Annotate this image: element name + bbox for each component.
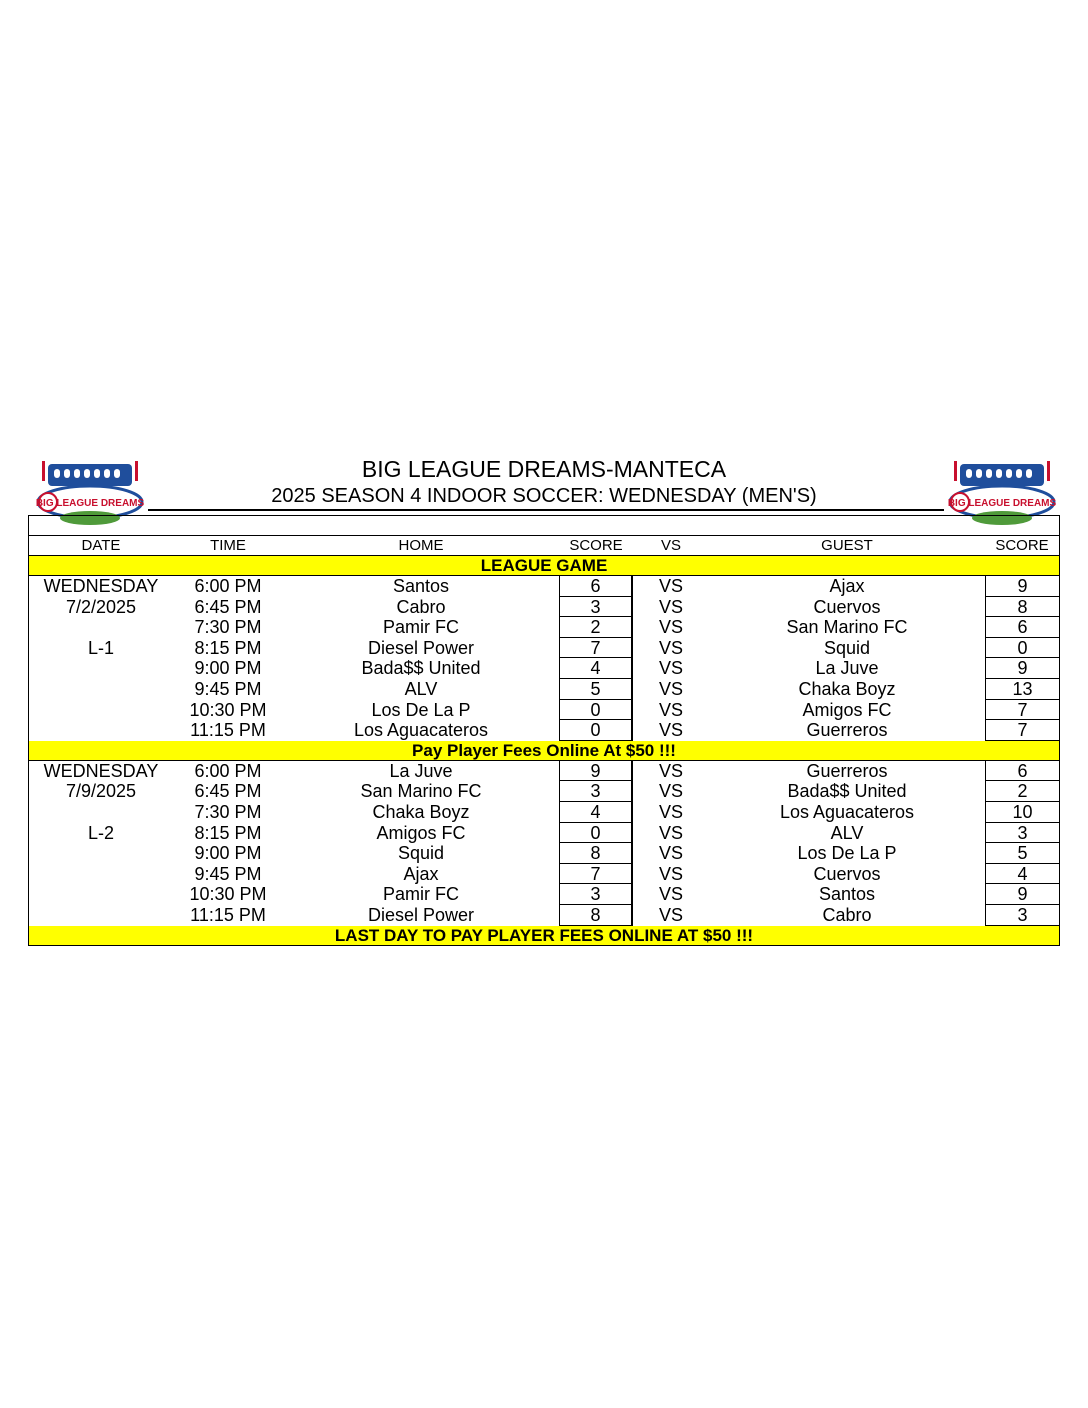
date-cell: 7/2/2025 <box>65 596 137 617</box>
pay-fees-banner: Pay Player Fees Online At $50 !!! <box>29 741 1059 761</box>
home-team-cell: Pamir FC <box>383 884 459 905</box>
home-team-cell: Los Aguacateros <box>353 720 489 741</box>
home-score-cell: 4 <box>559 802 633 823</box>
date-cell: WEDNESDAY <box>43 576 159 596</box>
page-subtitle: 2025 SEASON 4 INDOOR SOCCER: WEDNESDAY (MEN'S) <box>271 485 817 507</box>
guest-score-cell: 9 <box>985 576 1059 597</box>
table-row <box>29 597 1059 618</box>
page-title: BIG LEAGUE DREAMS-MANTECA <box>361 456 727 482</box>
date-cell <box>29 843 173 864</box>
guest-score-cell: 3 <box>985 823 1059 844</box>
table-row <box>29 700 1059 721</box>
time-cell: 11:15 PM <box>190 720 266 741</box>
guest-team-cell: Los Aguacateros <box>779 801 915 822</box>
home-score-cell: 2 <box>559 617 633 638</box>
vs-cell: VS <box>658 822 683 843</box>
time-cell: 11:15 PM <box>190 904 266 925</box>
guest-team-cell: Guerreros <box>806 760 888 781</box>
home-team-cell: La Juve <box>389 760 453 781</box>
vs-cell: VS <box>658 617 683 638</box>
home-team-cell: Cabro <box>396 596 446 617</box>
date-cell: L-2 <box>87 822 114 843</box>
col-guest-score: SCORE <box>995 537 1049 554</box>
home-score-cell: 0 <box>559 823 633 844</box>
time-cell: 10:30 PM <box>189 884 267 905</box>
table-row <box>29 617 1059 638</box>
home-team-cell: Pamir FC <box>383 617 459 638</box>
league-game-banner: LEAGUE GAME <box>29 556 1059 576</box>
home-score-cell: 3 <box>559 884 633 905</box>
time-cell: 7:30 PM <box>194 617 262 638</box>
home-score-cell: 7 <box>559 864 633 885</box>
col-date: DATE <box>81 537 121 554</box>
col-time: TIME <box>210 537 246 554</box>
vs-cell: VS <box>658 884 683 905</box>
table-row <box>29 638 1059 659</box>
schedule-table <box>28 515 1060 946</box>
guest-team-cell: Cuervos <box>813 596 881 617</box>
guest-team-cell: ALV <box>830 822 864 843</box>
col-vs: VS <box>660 537 681 554</box>
table-row <box>29 823 1059 844</box>
time-cell: 9:45 PM <box>194 863 262 884</box>
title-divider <box>148 509 944 511</box>
logo-text: BIG LEAGUE DREAMS <box>35 498 145 509</box>
home-score-cell: 6 <box>559 576 633 597</box>
guest-score-cell: 13 <box>985 679 1059 700</box>
home-team-cell: Ajax <box>403 863 439 884</box>
table-row <box>29 679 1059 700</box>
home-score-cell: 8 <box>559 843 633 864</box>
week-1-games <box>29 576 1059 741</box>
home-team-cell: San Marino FC <box>360 781 482 802</box>
date-cell <box>29 700 173 721</box>
home-team-cell: Diesel Power <box>367 904 475 925</box>
home-score-cell: 3 <box>559 781 633 802</box>
vs-cell: VS <box>658 596 683 617</box>
guest-score-cell: 9 <box>985 884 1059 905</box>
time-cell: 6:45 PM <box>194 781 262 802</box>
guest-score-cell: 9 <box>985 658 1059 679</box>
home-team-cell: Squid <box>397 843 445 864</box>
guest-score-cell: 8 <box>985 597 1059 618</box>
home-team-cell: Santos <box>392 576 450 596</box>
table-row <box>29 781 1059 802</box>
table-row <box>29 884 1059 905</box>
logo-text: BIG LEAGUE DREAMS <box>947 498 1057 509</box>
date-cell: L-1 <box>87 637 114 658</box>
col-guest: GUEST <box>821 537 873 554</box>
guest-score-cell: 7 <box>985 700 1059 721</box>
guest-team-cell: Squid <box>823 637 871 658</box>
guest-score-cell: 4 <box>985 864 1059 885</box>
time-cell: 7:30 PM <box>194 801 262 822</box>
home-score-cell: 8 <box>559 905 633 926</box>
date-cell <box>29 905 173 926</box>
guest-score-cell: 2 <box>985 781 1059 802</box>
guest-team-cell: La Juve <box>815 658 879 679</box>
home-score-cell: 7 <box>559 638 633 659</box>
column-header-row <box>29 536 1059 556</box>
vs-cell: VS <box>658 781 683 802</box>
guest-team-cell: Cuervos <box>813 863 881 884</box>
table-row <box>29 720 1059 741</box>
week-2-games <box>29 761 1059 926</box>
home-team-cell: Diesel Power <box>367 637 475 658</box>
time-cell: 6:00 PM <box>194 760 262 781</box>
time-cell: 8:15 PM <box>194 822 262 843</box>
time-cell: 9:00 PM <box>194 658 262 679</box>
date-cell <box>29 864 173 885</box>
time-cell: 6:45 PM <box>194 596 262 617</box>
date-cell <box>29 679 173 700</box>
vs-cell: VS <box>658 760 683 781</box>
date-cell <box>29 658 173 679</box>
guest-team-cell: Amigos FC <box>802 699 892 720</box>
guest-team-cell: San Marino FC <box>786 617 908 638</box>
home-score-cell: 5 <box>559 679 633 700</box>
guest-score-cell: 0 <box>985 638 1059 659</box>
vs-cell: VS <box>658 658 683 679</box>
guest-team-cell: Los De La P <box>797 843 897 864</box>
vs-cell: VS <box>658 904 683 925</box>
date-cell <box>29 884 173 905</box>
guest-score-cell: 7 <box>985 720 1059 741</box>
home-team-cell: Amigos FC <box>376 822 466 843</box>
col-home: HOME <box>398 537 444 554</box>
home-score-cell: 3 <box>559 597 633 618</box>
home-score-cell: 0 <box>559 720 633 741</box>
guest-score-cell: 5 <box>985 843 1059 864</box>
date-cell: WEDNESDAY <box>43 760 159 781</box>
vs-cell: VS <box>658 720 683 741</box>
time-cell: 9:00 PM <box>194 843 262 864</box>
guest-team-cell: Ajax <box>829 576 865 596</box>
guest-score-cell: 6 <box>985 761 1059 782</box>
table-row <box>29 802 1059 823</box>
vs-cell: VS <box>658 678 683 699</box>
vs-cell: VS <box>658 863 683 884</box>
home-score-cell: 9 <box>559 761 633 782</box>
vs-cell: VS <box>658 699 683 720</box>
home-team-cell: Los De La P <box>371 699 471 720</box>
guest-team-cell: Guerreros <box>806 720 888 741</box>
guest-team-cell: Chaka Boyz <box>798 678 896 699</box>
col-home-score: SCORE <box>569 537 623 554</box>
table-row <box>29 843 1059 864</box>
home-team-cell: Chaka Boyz <box>372 801 470 822</box>
home-team-cell: Bada$$ United <box>361 658 481 679</box>
date-cell <box>29 802 173 823</box>
vs-cell: VS <box>658 637 683 658</box>
guest-score-cell: 10 <box>985 802 1059 823</box>
guest-team-cell: Bada$$ United <box>787 781 907 802</box>
date-cell <box>29 720 173 741</box>
date-cell: 7/9/2025 <box>65 781 137 802</box>
table-row <box>29 905 1059 926</box>
home-score-cell: 4 <box>559 658 633 679</box>
last-day-banner: LAST DAY TO PAY PLAYER FEES ONLINE AT $50 !!! <box>29 926 1059 945</box>
time-cell: 8:15 PM <box>194 637 262 658</box>
guest-team-cell: Cabro <box>822 904 872 925</box>
guest-score-cell: 6 <box>985 617 1059 638</box>
table-row <box>29 864 1059 885</box>
home-team-cell: ALV <box>404 678 438 699</box>
vs-cell: VS <box>658 801 683 822</box>
date-cell <box>29 617 173 638</box>
vs-cell: VS <box>658 576 683 596</box>
spacer-row <box>29 516 1059 536</box>
table-row <box>29 761 1059 782</box>
time-cell: 10:30 PM <box>189 699 267 720</box>
time-cell: 9:45 PM <box>194 678 262 699</box>
table-row <box>29 576 1059 597</box>
time-cell: 6:00 PM <box>194 576 262 596</box>
table-row <box>29 658 1059 679</box>
guest-score-cell: 3 <box>985 905 1059 926</box>
home-score-cell: 0 <box>559 700 633 721</box>
guest-team-cell: Santos <box>818 884 876 905</box>
vs-cell: VS <box>658 843 683 864</box>
